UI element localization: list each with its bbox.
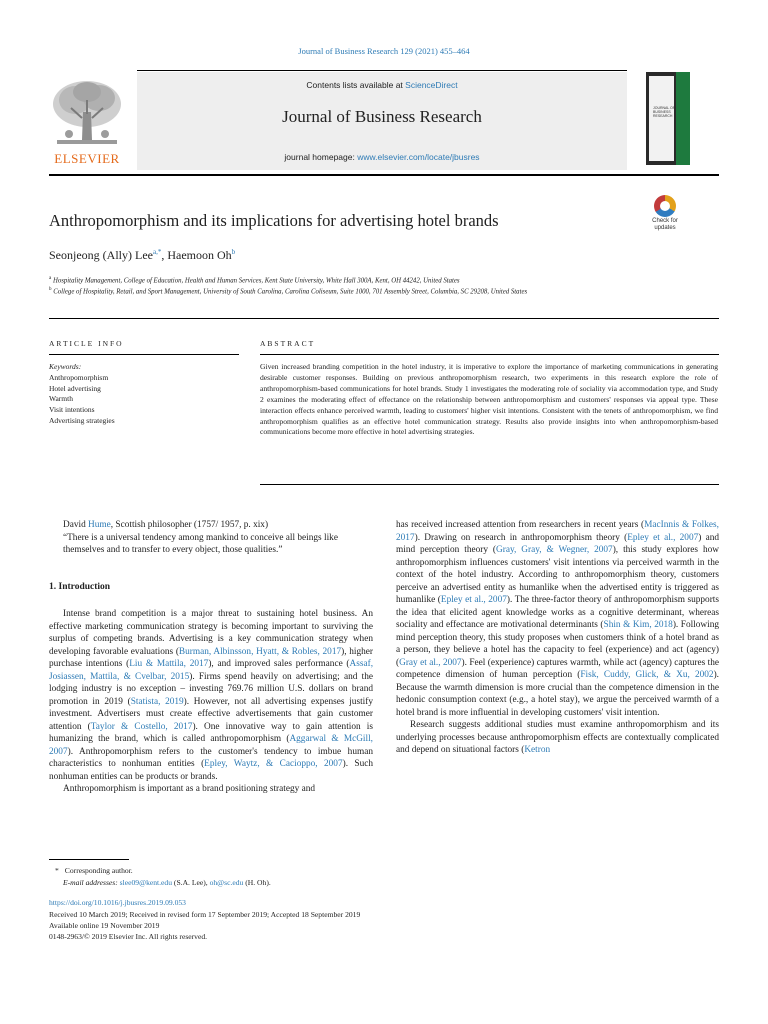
text-run: ). Feel (experience) captures warmth, while act (agency) captures the competence dimension of human perception ( (396, 657, 720, 680)
right-column-body (396, 519, 719, 757)
left-column-body (49, 608, 373, 796)
citation-link[interactable]: Epley, Waytz, & Cacioppo, 2007 (204, 759, 343, 769)
text-run: ). However, not all advertising expenses justify investment. Advertisers must create effective advertisements that gain customer attention ( (49, 696, 373, 732)
affil-a-text: Hospitality Management, College of Education, Health and Human Services, Kent State University, White Hall 300A, Kent, OH 44242, United States (52, 277, 460, 285)
email-label: E-mail addresses: (63, 878, 120, 887)
article-info-heading: ARTICLE INFO (49, 339, 124, 348)
text-run: ). One innovative way to gain attention is humanizing the brand, which is called anthropomorphism ( (49, 721, 374, 744)
citation-link[interactable]: Aggarwal & McGill, 2007 (49, 734, 373, 757)
contents-prefix: Contents lists available at (306, 80, 406, 90)
author-line (49, 248, 235, 263)
citation-link[interactable]: Epley et al., 2007 (440, 595, 507, 605)
paper-title: Anthropomorphism and its implications for advertising hotel brands (49, 211, 499, 230)
affiliation-b (49, 285, 639, 297)
text-run: ), this study explores how anthropomorphism influences customers' visit intentions via perceived warmth in the context of the hotel industry. According to anthropomorphism theory, customers perceive an advertised entity as humanlike when the advertised entity is triggered as humanlike ( (396, 545, 719, 605)
keyword-item: Anthropomorphism (49, 372, 109, 382)
email-lee-link[interactable]: slee09@kent.edu (119, 878, 173, 887)
epigraph-quote: “There is a universal tendency among mankind to conceive all beings like themselves and to transfer to every object, those qualities.” (63, 532, 338, 555)
citation-link[interactable]: Liu & Mattila, 2017 (129, 659, 209, 669)
text-run: Research suggests additional studies must examine anthropomorphism and its underlying processes because anthropomorphism effects are contextually complicated and depend on situational factors ( (396, 720, 719, 755)
citation-link[interactable]: Gray, Gray, & Wegner, 2007 (496, 545, 613, 555)
footnote-rule (49, 859, 129, 860)
affil-divider (49, 318, 719, 319)
citation-link[interactable]: Epley et al., 2007 (627, 532, 699, 543)
keyword-item: Hotel advertising (49, 383, 101, 393)
doi-anchor[interactable]: https://doi.org/10.1016/j.jbusres.2019.09.053 (49, 898, 186, 907)
text-run: ). Firms spend heavily on advertising; and the lodging industry is no exception – investing 769.76 million U.S. dollars on brand promotion in 2019 ( (49, 671, 373, 707)
abstract-text: Given increased branding competition in the hotel industry, it is imperative to explore the importance of marketing communications in generating desirable customer responses. Building on previous anthropomorphism research, two experiments in this research explore the role of anthropomorphism-based communications for hotel brands. Study 1 investigates the moderating role of sociality via accommodation type, and Study 2 examines the moderating effect of effectance on the relationship between anthropomorphism and customers' responses via appeal type. These interaction effects enhance perceived warmth, leading to customers' higher visit intentions. Consistent with the tenets of anthropomorphism, we find anthropomorphism qualifies as an effective hotel communication strategy. Results also provide insights into when anthropomorphism-based communications become more effective in hotel advertising strategies. (260, 362, 718, 437)
text-run: ), and improved sales performance ( (208, 659, 350, 669)
text-run: ). Drawing on research in anthropomorphism theory ( (414, 532, 628, 543)
footnote-star: * (55, 866, 59, 875)
author-oh: Haemoon Oh (167, 248, 232, 262)
homepage-prefix: journal homepage: (284, 152, 358, 162)
citation-link[interactable]: Shin & Kim, 2018 (603, 620, 673, 630)
received-dates: Received 10 March 2019; Received in revised form 17 September 2019; Accepted 18 September 2019 (49, 910, 361, 919)
affil-b-text: College of Hospitality, Retail, and Sport Management, University of South Carolina, Carolina Coliseum, Suite 1000, 701 Assembly Street, Columbia, SC 29208, United States (53, 288, 528, 296)
keywords-block (49, 362, 115, 427)
journal-citation[interactable]: Journal of Business Research 129 (2021) 455–464 (298, 46, 470, 56)
section-heading-introduction: 1. Introduction (49, 582, 111, 592)
homepage-link[interactable]: www.elsevier.com/locate/jbusres (357, 152, 480, 162)
email-oh-who: (H. Oh). (243, 878, 271, 887)
footnote-corresponding (49, 865, 133, 876)
citation-link[interactable]: Statista, 2019 (130, 696, 184, 707)
text-run: ), higher purchase intentions ( (49, 646, 373, 669)
intro-paragraph-2: Anthropomorphism is important as a brand positioning strategy and (63, 784, 316, 794)
author-lee: Seonjeong (Ally) Lee (49, 248, 153, 262)
corresponding-label: Corresponding author. (64, 866, 133, 875)
cover-panel (649, 76, 674, 161)
epigraph-post: , Scottish philosopher (1757/ 1957, p. xix) (110, 520, 269, 530)
author-lee-affil[interactable]: a,* (152, 248, 162, 256)
text-run: ). Following mind perception theory, this study proposes when customers think of a hotel brand as a person, they believe a hotel has the capacity to feel (experience) and act (agency) ( (396, 620, 719, 668)
text-run: ). Anthropomorphism refers to the customer's tendency to imbue human characteristics to nonhuman entities ( (49, 746, 373, 769)
check-updates-label: Check for updates (652, 218, 678, 231)
author-oh-affil[interactable]: b (231, 248, 236, 256)
sciencedirect-link[interactable]: ScienceDirect (405, 80, 458, 90)
keyword-item: Warmth (49, 394, 73, 404)
contents-line (137, 80, 627, 90)
keywords-label: Keywords: (49, 362, 82, 371)
citation-link[interactable]: Burman, Albinsson, Hyatt, & Robles, 2017 (178, 646, 342, 657)
right-paragraph-2 (396, 719, 719, 757)
text-run: ). The three-factor theory of anthropomorphism supports the idea that elicited agent knowledge works as a cognitive determinant, whereas sociality and effectance are motivational determinants ( (396, 595, 719, 630)
affil-b-mark: b (49, 287, 52, 292)
text-run: Intense brand competition is a major threat to sustaining hotel business. An effective marketing communication strategy is becoming important to surviving the surplus of competing brands. Advertising is a key communication strategy when developing favorable evaluations ( (49, 609, 373, 657)
citation-link[interactable]: MacInnis & Folkes, 2017 (396, 520, 719, 543)
masthead-bottom-rule (49, 174, 719, 176)
text-run: ). Because the warmth dimension is more crucial than the competence dimension in the hedonic consumption context (e.g., a hotel stay), we argue the perceived warmth of a hotel brand is more influential in developing customers' visit intention. (396, 670, 719, 718)
keyword-item: Advertising strategies (49, 415, 115, 425)
text-run: ) and mind perception theory ( (396, 532, 719, 555)
citation-link[interactable]: Taylor & Costello, 2017 (90, 721, 193, 732)
doi-link[interactable] (49, 897, 186, 908)
citation-link[interactable]: Assaf, Josiassen, Mattila, & Cvelbar, 2015 (49, 659, 374, 682)
journal-cover-thumbnail[interactable] (646, 72, 690, 165)
epigraph (49, 519, 373, 557)
text-run: has received increased attention from researchers in recent years ( (396, 520, 645, 530)
intro-paragraph-1 (49, 608, 373, 783)
elsevier-wordmark: ELSEVIER (54, 151, 120, 166)
article-info-rule (49, 354, 239, 355)
right-paragraph-1 (396, 519, 719, 719)
epigraph-pre: David (63, 520, 89, 530)
citation-link[interactable]: Gray et al., 2007 (399, 657, 462, 668)
masthead-top-rule (137, 70, 627, 71)
author-separator: , (161, 248, 168, 262)
hume-link[interactable]: Hume (88, 520, 111, 530)
email-lee-who: (S.A. Lee), (172, 878, 210, 887)
abstract-rule (260, 354, 719, 355)
cover-strip (676, 72, 690, 165)
email-oh-link[interactable]: oh@sc.edu (209, 878, 244, 887)
copyright-line: 0148-2963/© 2019 Elsevier Inc. All rights reserved. (49, 932, 208, 941)
abstract-heading: ABSTRACT (260, 339, 316, 348)
text-run: ). Such nonhuman entities can be products or brands. (49, 759, 374, 782)
check-for-updates-badge[interactable] (645, 195, 685, 231)
citation-link[interactable]: Fisk, Cuddy, Glick, & Xu, 2002 (580, 670, 714, 680)
footnote-emails (63, 877, 271, 888)
cover-title: JOURNAL OF BUSINESS RESEARCH (653, 106, 676, 118)
available-online: Available online 19 November 2019 (49, 921, 160, 930)
abstract-bottom-rule (260, 484, 719, 485)
epigraph-attribution (49, 519, 373, 532)
affil-a-mark: a (49, 276, 52, 281)
check-updates-icon (654, 195, 676, 217)
keyword-item: Visit intentions (49, 405, 95, 415)
journal-title: Journal of Business Research (282, 107, 482, 126)
homepage-line (137, 152, 627, 162)
citation-link[interactable]: Ketron (524, 745, 551, 755)
